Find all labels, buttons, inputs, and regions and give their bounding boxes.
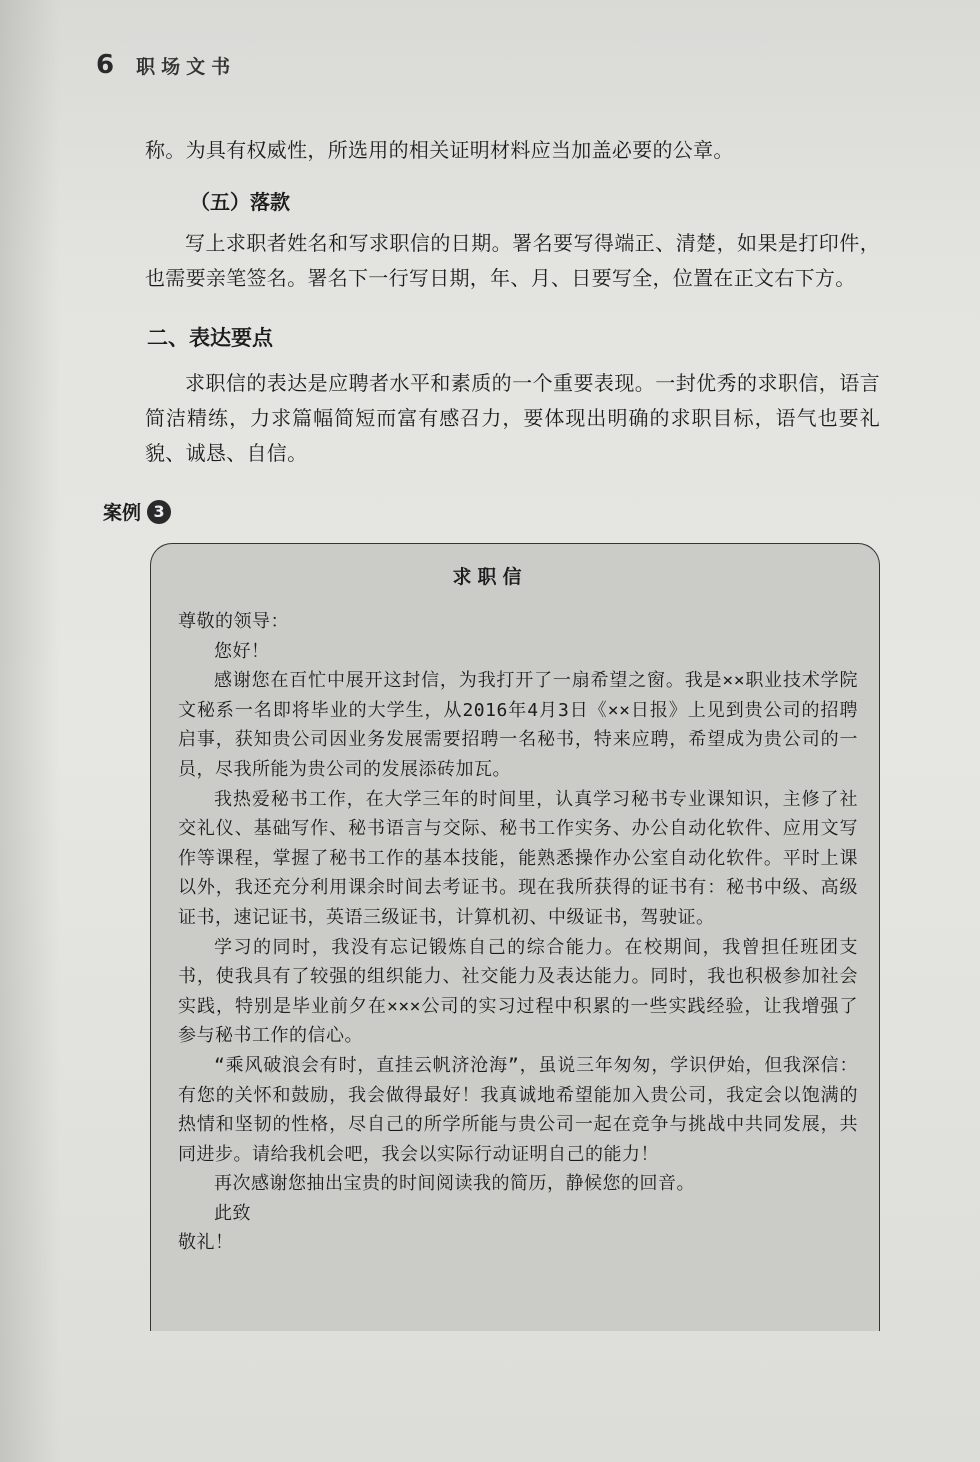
letter-paragraph: 再次感谢您抽出宝贵的时间阅读我的简历，静候您的回音。 — [214, 1173, 695, 1195]
letter-paragraph: 学习的同时，我没有忘记锻炼自己的综合能力。在校期间，我曾担任班团支书，使我具有了较强的组织能力、社交能力及表达能力。同时，我也积极参加社会实践，特别是毕业前夕在×××公司的实习过程中积累的一些实践经验，让我增强了参与秘书工作的信心。 — [178, 936, 858, 1047]
letter-closing: 此致 — [214, 1202, 251, 1224]
page-binding-shadow — [0, 0, 60, 1462]
paragraph-text: 写上求职者姓名和写求职信的日期。署名要写得端正、清楚，如果是打印件，也需要亲笔签名。署名下一行写日期，年、月、日要写全，位置在正文右下方。 — [145, 231, 880, 290]
paragraph-text: 称。为具有权威性，所选用的相关证明材料应当加盖必要的公章。 — [145, 138, 734, 162]
paragraph-text: 求职信的表达是应聘者水平和素质的一个重要表现。一封优秀的求职信，语言简洁精练，力求篇幅简短而富有感召力，要体现出明确的求职目标，语气也要礼貌、诚恳、自信。 — [145, 371, 880, 465]
letter-body — [178, 607, 858, 1258]
case-label — [103, 498, 171, 525]
continuation-paragraph — [145, 133, 880, 168]
case-label-text: 案例 — [103, 502, 142, 524]
page-header — [96, 50, 236, 80]
section-heading: 二、表达要点 — [147, 326, 273, 350]
letter-title: 求职信 — [452, 566, 528, 588]
signature-paragraph — [145, 226, 880, 296]
letter-paragraph: 我热爱秘书工作，在大学三年的时间里，认真学习秘书专业课知识，主修了社交礼仪、基础写作、秘书语言与交际、秘书工作实务、办公自动化软件、应用文写作等课程，掌握了秘书工作的基本技能，能熟悉操作办公室自动化软件。平时上课以外，我还充分利用课余时间去考证书。现在我所获得的证书有：秘书中级、高级证书，速记证书，英语三级证书，计算机初、中级证书，驾驶证。 — [178, 788, 858, 928]
expression-paragraph — [145, 366, 880, 471]
letter-paragraph: 感谢您在百忙中展开这封信，为我打开了一扇希望之窗。我是××职业技术学院文秘系一名即将毕业的大学生，从2016年4月3日《××日报》上见到贵公司的招聘启事，获知贵公司因业务发展需要招聘一名秘书，特来应聘，希望成为贵公司的一员，尽我所能为贵公司的发展添砖加瓦。 — [178, 670, 858, 780]
page-number: 6 — [96, 50, 115, 80]
letter-salute: 敬礼！ — [178, 1232, 234, 1254]
letter-salutation: 尊敬的领导： — [178, 611, 289, 632]
case-number-badge: 3 — [147, 500, 171, 524]
subheading-signature: （五）落款 — [190, 190, 290, 214]
letter-greeting: 您好！ — [214, 640, 270, 662]
running-title: 职场文书 — [136, 56, 237, 78]
letter-paragraph: “乘风破浪会有时，直挂云帆济沧海”，虽说三年匆匆，学识伊始，但我深信：有您的关怀和鼓励，我会做得最好！我真诚地希望能加入贵公司，我定会以饱满的热情和坚韧的性格，尽自己的所学所能与贵公司一起在竞争与挑战中共同发展，共同进步。请给我机会吧，我会以实际行动证明自己的能力！ — [178, 1054, 858, 1165]
